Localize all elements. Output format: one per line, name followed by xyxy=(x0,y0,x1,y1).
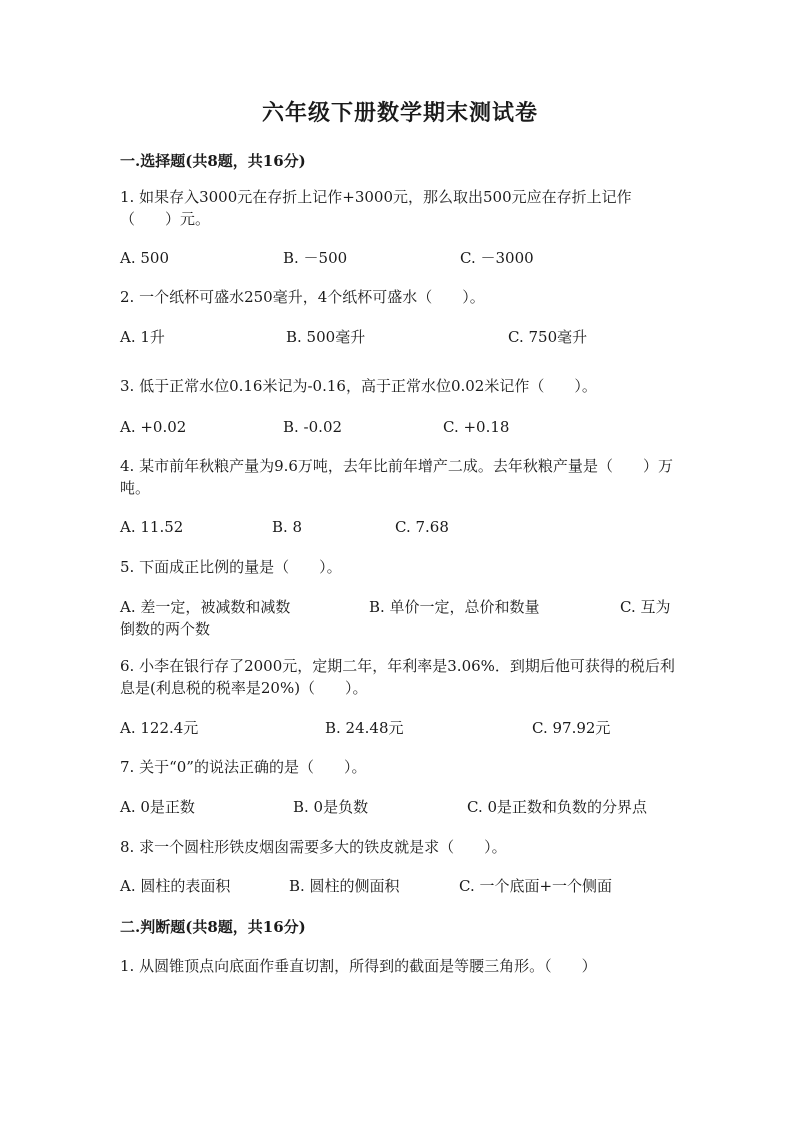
option-a: A. 1升 xyxy=(120,328,165,346)
option-b: B. －500 xyxy=(283,249,348,267)
question-text: 2. 一个纸杯可盛水250毫升，4个纸杯可盛水（ ）。 xyxy=(120,288,485,306)
option-c: C. 750毫升 xyxy=(508,328,588,346)
question-text: 5. 下面成正比例的量是（ ）。 xyxy=(120,558,342,576)
option-a: A. 500 xyxy=(120,249,169,267)
option-b: B. 圆柱的侧面积 xyxy=(289,877,400,895)
option-c: C. 7.68 xyxy=(395,518,449,536)
section-heading-choice: 一.选择题(共8题，共16分) xyxy=(120,152,306,170)
option-c: C. 一个底面+一个侧面 xyxy=(459,877,613,895)
question-text: 4. 某市前年秋粮产量为9.6万吨，去年比前年增产二成。去年秋粮产量是（ ）万吨。 xyxy=(120,457,673,497)
option-b: B. 8 xyxy=(272,518,303,536)
option-c: C. －3000 xyxy=(460,249,534,267)
question-text: 8. 求一个圆柱形铁皮烟囱需要多大的铁皮就是求（ ）。 xyxy=(120,838,507,856)
option-c: C. +0.18 xyxy=(443,418,510,436)
section-heading-judgement: 二.判断题(共8题，共16分) xyxy=(120,918,306,936)
option-a: A. 0是正数 xyxy=(120,798,195,816)
option-b: B. -0.02 xyxy=(283,418,343,436)
option-b: B. 500毫升 xyxy=(286,328,366,346)
question-text: 6. 小李在银行存了2000元，定期二年，年利率是3.06%．到期后他可获得的税后利息是(利息税的税率是20%)（ ）。 xyxy=(120,657,675,697)
option-a: A. 圆柱的表面积 xyxy=(120,877,231,895)
option-a: A. 差一定，被减数和减数 xyxy=(120,598,291,616)
option-a: A. +0.02 xyxy=(120,418,187,436)
option-c: C. 0是正数和负数的分界点 xyxy=(467,798,648,816)
option-a: A. 11.52 xyxy=(120,518,184,536)
option-a: A. 122.4元 xyxy=(120,719,199,737)
page-title: 六年级下册数学期末测试卷 xyxy=(261,100,538,126)
option-b: B. 24.48元 xyxy=(325,719,404,737)
option-c: C. 97.92元 xyxy=(532,719,611,737)
question-text: 3. 低于正常水位0.16米记为-0.16，高于正常水位0.02米记作（ ）。 xyxy=(120,377,597,395)
question-text: 7. 关于“0”的说法正确的是（ ）。 xyxy=(120,758,367,776)
question-text: 1. 从圆锥顶点向底面作垂直切割，所得到的截面是等腰三角形。（ ） xyxy=(120,957,597,975)
option-c: C. 互为倒数的两个数 xyxy=(120,598,671,638)
option-b: B. 0是负数 xyxy=(293,798,369,816)
question-text: 1. 如果存入3000元在存折上记作+3000元，那么取出500元应在存折上记作（ ）元。 xyxy=(120,188,632,228)
option-b: B. 单价一定，总价和数量 xyxy=(369,598,540,616)
